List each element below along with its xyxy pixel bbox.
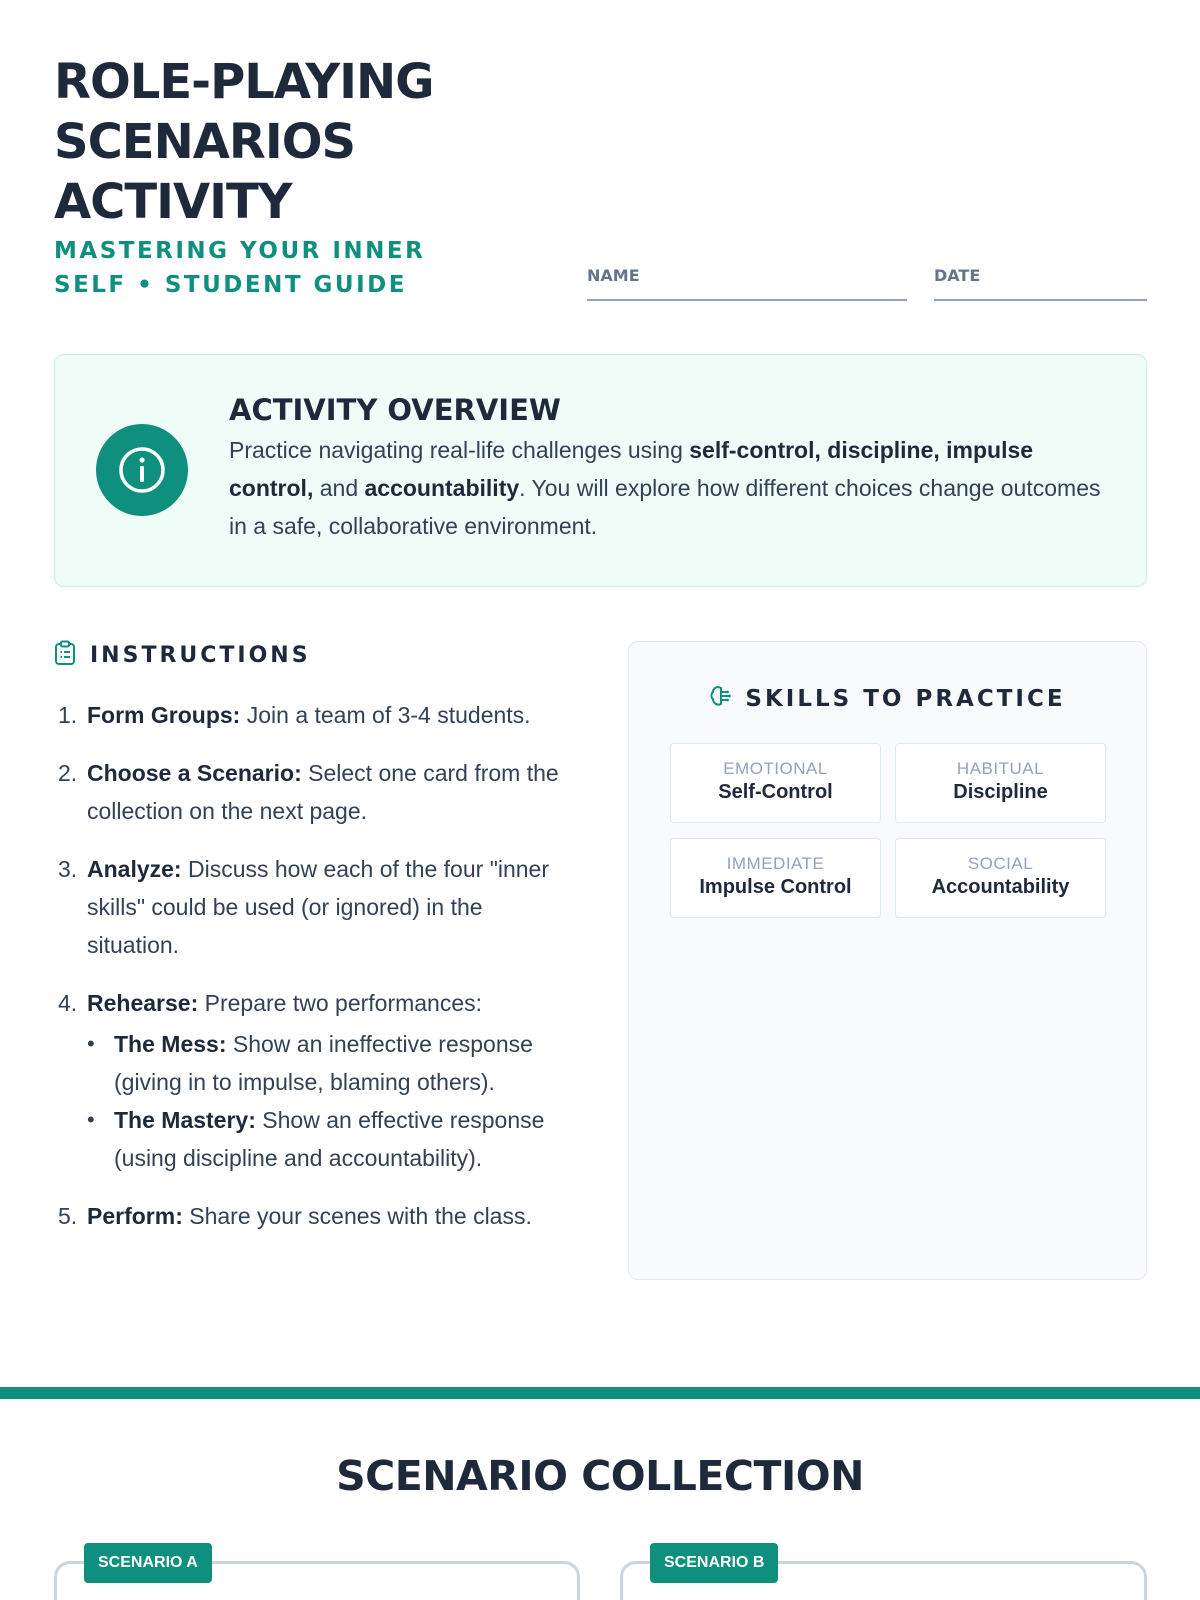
scenario-tag-b: SCENARIO B [650, 1543, 778, 1583]
date-field[interactable] [934, 266, 1147, 301]
list-item: • The Mess: Show an ineffective response (giving in to impulse, blaming others). [87, 1031, 533, 1095]
overview-text: Practice navigating real-life challenges using self-control, discipline, impulse control, and accountability. You will explore how different choices change outcomes in a safe, collaborative environment. [229, 437, 1101, 539]
date-label: DATE [934, 266, 981, 285]
rehearse-sublist [87, 1025, 578, 1177]
info-icon [96, 424, 188, 516]
page-title: ROLE-PLAYING SCENARIOS ACTIVITY [54, 54, 434, 230]
list-item: 2. Choose a Scenario: Select one card from the collection on the next page. [58, 760, 559, 824]
name-label: NAME [587, 266, 640, 285]
overview-title: ACTIVITY OVERVIEW [229, 393, 561, 427]
clipboard-icon [54, 640, 76, 671]
list-item: 1. Form Groups: Join a team of 3-4 students. [58, 702, 531, 728]
scenario-collection-title: SCENARIO COLLECTION [336, 1452, 864, 1500]
skills-panel [628, 641, 1147, 1280]
skill-card-discipline: HABITUAL Discipline [895, 743, 1106, 823]
list-item: 4. Rehearse: Prepare two performances: • The Mess: Show an ineffective response (giving in to impulse, blaming others). • The Mastery: Show an effective response (using discipline and accountability). [58, 984, 578, 1177]
page-subtitle: MASTERING YOUR INNER SELF • STUDENT GUIDE [54, 238, 426, 298]
skill-card-accountability: SOCIAL Accountability [895, 838, 1106, 918]
instructions-heading [54, 640, 311, 671]
scenario-tag-a: SCENARIO A [84, 1543, 212, 1583]
name-field[interactable] [587, 266, 907, 301]
skill-card-self-control: EMOTIONAL Self-Control [670, 743, 881, 823]
skill-card-impulse-control: IMMEDIATE Impulse Control [670, 838, 881, 918]
list-item: 3. Analyze: Discuss how each of the four "inner skills" could be used (or ignored) in the situation. [58, 856, 549, 958]
activity-overview-box [54, 354, 1147, 587]
skills-title: SKILLS TO PRACTICE [745, 685, 1066, 712]
skills-heading [629, 684, 1146, 713]
list-item: 5. Perform: Share your scenes with the class. [58, 1203, 532, 1229]
instructions-title: INSTRUCTIONS [90, 643, 311, 668]
list-item: • The Mastery: Show an effective response (using discipline and accountability). [87, 1107, 545, 1171]
instructions-list [58, 696, 578, 1255]
brain-icon [709, 684, 733, 713]
section-divider [0, 1387, 1200, 1399]
